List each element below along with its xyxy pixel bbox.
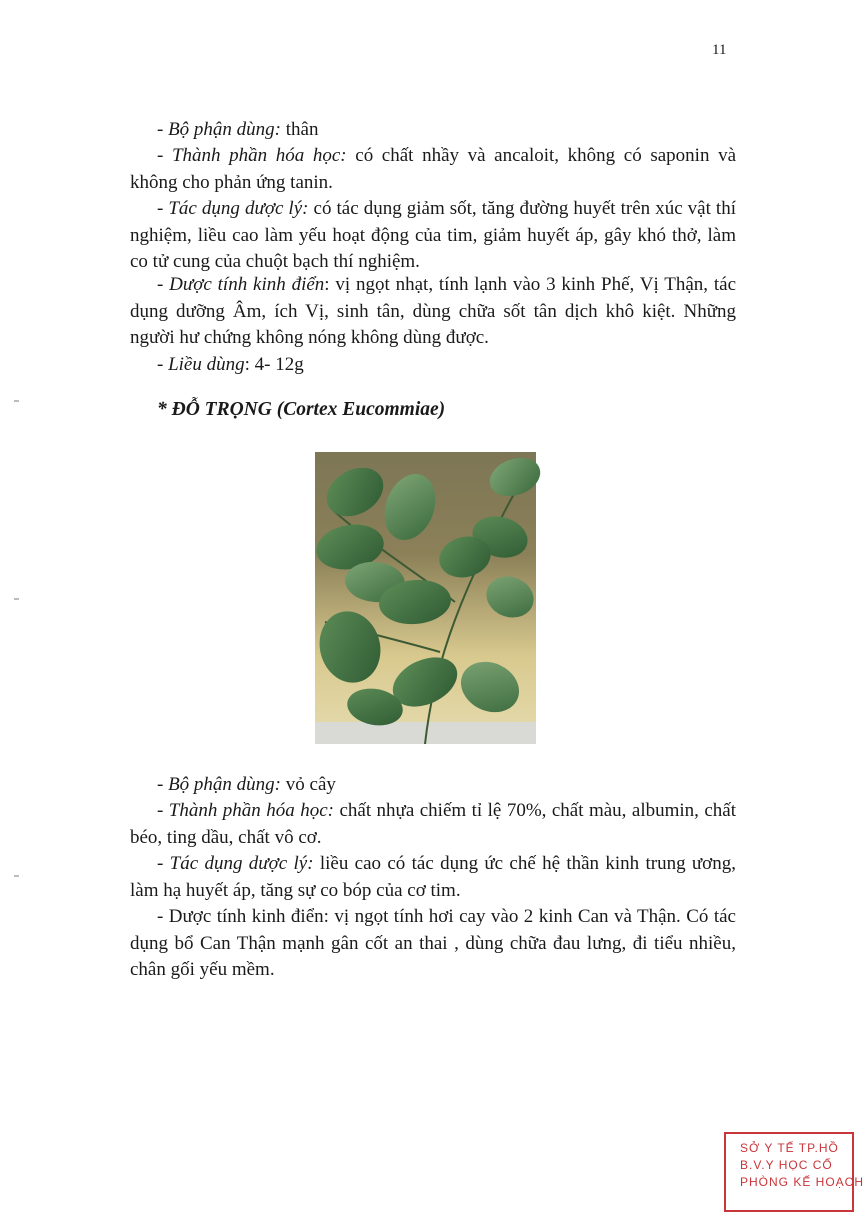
s1-dosage-label: - Liều dùng	[157, 354, 245, 375]
s2-pharmacology-text: liều cao có tác dụng ức chế hệ thần kinh trung ương, làm hạ huyết áp, tăng sự co bóp của cơ tim.	[130, 853, 736, 901]
section-heading: * ĐỖ TRỌNG (Cortex Eucommiae)	[157, 399, 446, 420]
s1-chemistry	[130, 143, 736, 196]
s2-part-used	[130, 772, 736, 799]
scan-edge-mark	[14, 875, 19, 877]
scan-edge-mark	[14, 598, 19, 600]
scan-edge-mark	[14, 400, 19, 402]
stamp-line-3: PHÒNG KẾ HOẠCH	[740, 1175, 864, 1189]
s1-classic-text: : vị ngọt nhạt, tính lạnh vào 3 kinh Phế, Vị Thận, tác dụng dưỡng Âm, ích Vị, sinh tân, dùng chữa sốt tân dịch khô kiệt. Những người hư chứng không nóng không dùng được.	[130, 274, 736, 348]
s2-chemistry-text: chất nhựa chiếm tỉ lệ 70%, chất màu, albumin, chất béo, ting dầu, chất vô cơ.	[130, 800, 737, 848]
s1-part-used-text: thân	[281, 119, 319, 140]
s2-classic-properties: - Dược tính kinh điển: vị ngọt tính hơi cay vào 2 kinh Can và Thận. Có tác dụng bổ Can Thận mạnh gân cốt an thai , dùng chữa đau lưng, đi tiểu nhiều, chân gối yếu mềm.	[130, 906, 736, 980]
s2-chemistry-label: - Thành phần hóa học:	[157, 800, 334, 821]
s1-pharmacology-text: có tác dụng giảm sốt, tăng đường huyết trên xúc vật thí nghiệm, liều cao làm yếu hoạt động của tim, giảm huyết áp, gây khó thở, làm co tử cung của chuột bạch thí nghiệm.	[130, 198, 736, 272]
s1-classic-properties	[130, 272, 736, 352]
s1-part-used	[130, 117, 736, 144]
s1-chemistry-label: - Thành phần hóa học:	[157, 145, 347, 166]
s2-part-used-text: vỏ cây	[281, 774, 336, 795]
hospital-stamp	[724, 1132, 864, 1212]
page-number: 11	[712, 42, 727, 58]
plant-leaf-photo	[315, 452, 536, 744]
s1-pharmacology	[130, 196, 736, 276]
s2-pharmacology-label: - Tác dụng dược lý:	[157, 853, 314, 874]
s2-chemistry	[130, 798, 736, 851]
s1-pharmacology-label: - Tác dụng dược lý:	[157, 198, 309, 219]
leaf-photo-illustration	[315, 452, 536, 744]
s1-part-used-label: - Bộ phận dùng:	[157, 119, 282, 140]
s1-classic-label: - Dược tính kinh điển	[157, 274, 325, 295]
s2-part-used-label: - Bộ phận dùng:	[157, 774, 282, 795]
s1-dosage	[130, 352, 736, 379]
stamp-line-1: SỞ Y TẾ TP.HỒ	[740, 1141, 839, 1155]
s2-pharmacology	[130, 851, 736, 904]
stamp-line-2: B.V.Y HỌC CỔ	[740, 1158, 833, 1172]
s1-dosage-text: : 4- 12g	[244, 354, 304, 375]
s1-chemistry-text: có chất nhầy và ancaloit, không có saponin và không cho phản ứng tanin.	[130, 145, 737, 193]
